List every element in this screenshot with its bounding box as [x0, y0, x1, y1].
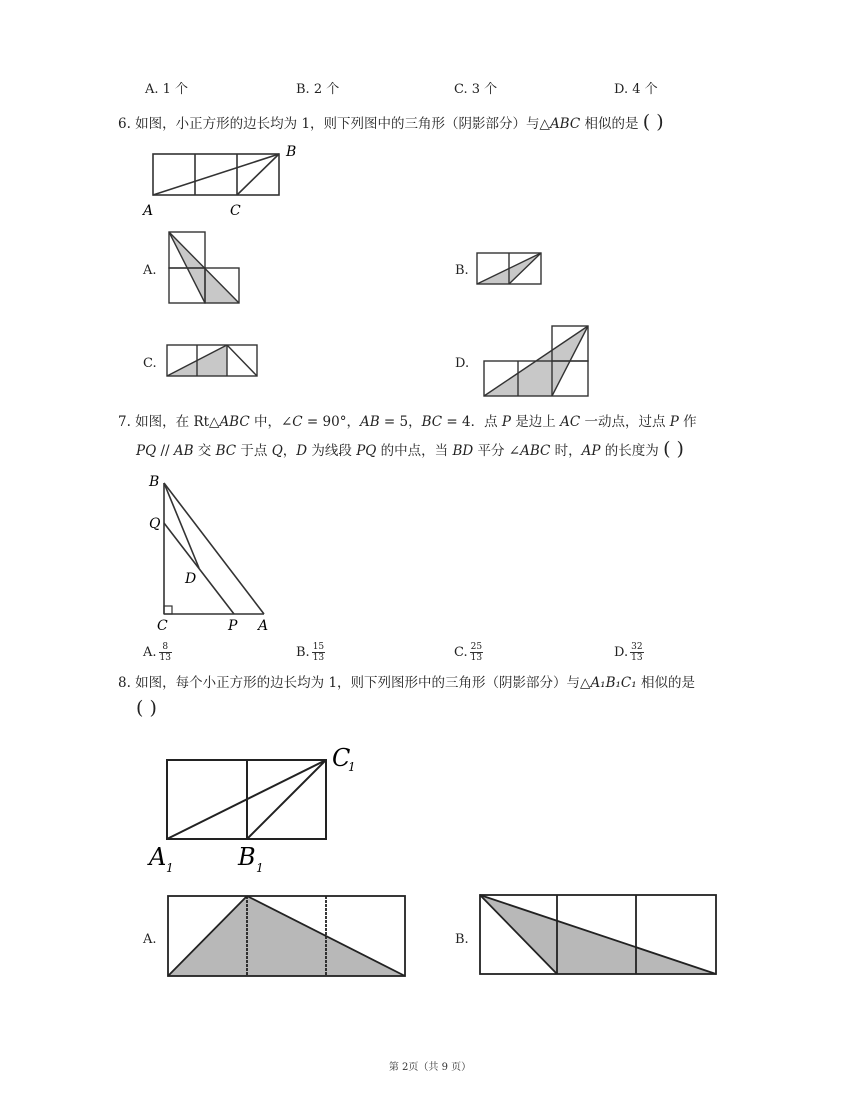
q6-stem: 6. 如图，小正方形的边长均为 1，则下列图中的三角形（阴影部分）与△ABC 相似的是 ( ) [118, 111, 664, 133]
q7-option-a: A. $\frac{8}{13}$ [143, 642, 171, 663]
label-b1-sub: 1 [256, 861, 264, 875]
answer-paren: ( ) [663, 438, 684, 460]
label-p: P [228, 618, 238, 634]
label-c: C [230, 203, 241, 219]
q5-option-c: C. 3 个 [454, 82, 498, 97]
q8-option-b-figure [476, 892, 722, 978]
q6-option-a-figure [165, 228, 245, 308]
label-c: C [157, 618, 168, 634]
q8-option-b-label: B. [455, 932, 469, 947]
q6-option-b-label: B. [455, 263, 469, 278]
label-a: A [258, 618, 269, 634]
fraction: $\frac{8}{13}$ [159, 642, 171, 663]
q6-option-d-figure [480, 322, 592, 400]
q7-option-b: B. $\frac{15}{13}$ [296, 642, 325, 663]
page-footer: 第 2页（共 9 页） [388, 1062, 472, 1073]
q8-stem: 8. 如图，每个小正方形的边长均为 1，则下列图形中的三角形（阴影部分）与△A₁B₁C₁ 相似的是 [118, 675, 695, 691]
q7-option-d: D. $\frac{32}{13}$ [614, 642, 643, 663]
label-b: B [149, 474, 160, 490]
q7-stem-line2: PQ // AB 交 BC 于点 Q，D 为线段 PQ 的中点，当 BD 平分 ∠ABC 时，AP 的长度为 ( ) [136, 438, 684, 460]
fraction: $\frac{25}{13}$ [470, 642, 483, 663]
answer-paren: ( ) [642, 111, 664, 133]
q6-reference-figure [140, 140, 310, 222]
label-a1-sub: 1 [166, 861, 174, 875]
q6-option-c-figure [163, 342, 261, 380]
fraction: $\frac{32}{13}$ [631, 642, 643, 663]
q7-option-c: C. $\frac{25}{13}$ [454, 642, 483, 663]
label-c1-sub: 1 [348, 760, 356, 774]
label-a1: A [149, 843, 167, 871]
q6-option-b-figure [473, 250, 545, 288]
q8-option-a-label: A. [143, 932, 157, 947]
q7-figure [140, 468, 280, 636]
label-c1: C [332, 744, 351, 772]
label-b1: B [238, 843, 256, 871]
label-d: D [185, 571, 197, 587]
label-a: A [143, 203, 154, 219]
label-q: Q [149, 516, 161, 532]
fraction: $\frac{15}{13}$ [312, 642, 325, 663]
label-b: B [286, 144, 297, 160]
q6-option-c-label: C. [143, 356, 157, 371]
q5-option-a: A. 1 个 [145, 82, 189, 97]
q7-stem-line1: 7. 如图，在 Rt△ABC 中，∠C = 90°，AB = 5，BC = 4．点 P 是边上 AC 一动点，过点 P 作 [118, 414, 697, 430]
q5-option-b: B. 2 个 [296, 82, 340, 97]
q5-option-d: D. 4 个 [614, 82, 658, 97]
answer-paren: ( ) [136, 697, 157, 719]
q6-option-a-label: A. [143, 263, 157, 278]
q8-option-a-figure [163, 892, 411, 980]
q8-reference-figure [140, 738, 370, 880]
q6-option-d-label: D. [455, 356, 470, 371]
